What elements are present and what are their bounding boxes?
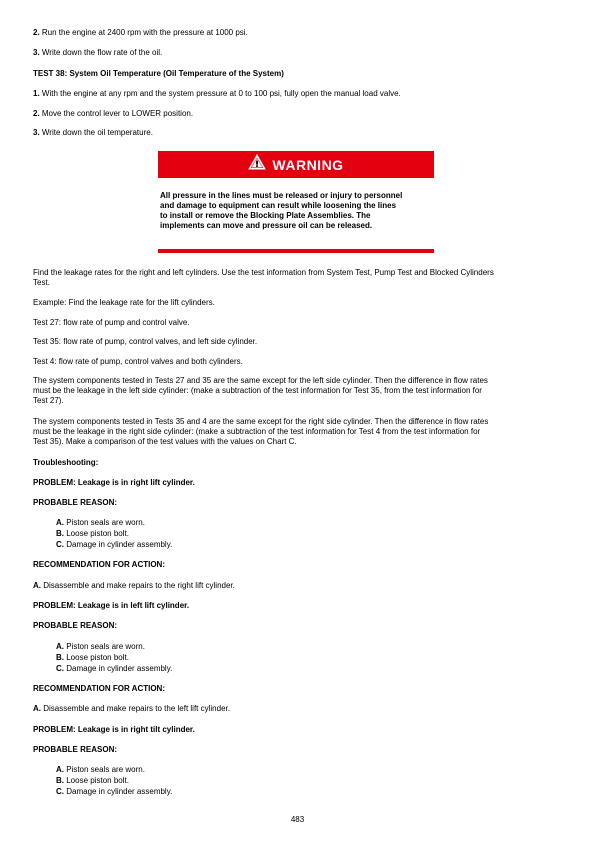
probable-reason-heading: PROBABLE REASON:	[33, 745, 118, 754]
problem-right-tilt: PROBLEM: Leakage is in right tilt cylinder.	[33, 725, 195, 734]
reason-b: B. Loose piston bolt.	[56, 653, 129, 662]
action-right-lift: A. Disassemble and make repairs to the right lift cylinder.	[33, 581, 235, 590]
reason-b: B. Loose piston bolt.	[56, 529, 129, 538]
test38-step-1: 1. With the engine at any rpm and the system pressure at 0 to 100 psi, fully open the manual load valve.	[33, 89, 401, 98]
probable-reason-heading: PROBABLE REASON:	[33, 621, 118, 630]
reason-c: C. Damage in cylinder assembly.	[56, 787, 173, 796]
recommendation-heading: RECOMMENDATION FOR ACTION:	[33, 684, 165, 693]
reason-b: B. Loose piston bolt.	[56, 776, 129, 785]
warning-box	[158, 151, 434, 253]
paragraph-test4: Test 4: flow rate of pump, control valves and both cylinders.	[33, 357, 243, 366]
warning-title: WARNING	[272, 156, 344, 173]
recommendation-heading: RECOMMENDATION FOR ACTION:	[33, 560, 165, 569]
warning-text: All pressure in the lines must be released or injury to personnel and damage to equipment can result while loosening the lines to install or remove the Blocking Plate Assemblies. The implements can move and pressure oil can be released.	[160, 191, 403, 230]
troubleshooting-heading: Troubleshooting:	[33, 458, 99, 467]
paragraph-right-cylinder: The system components tested in Tests 35 and 4 are the same except for the right side cylinder. Then the difference in flow rates must be the leakage in the right side cylinder: (make a subtraction of the test information for Test 4 from the test information for Test 35). Make a comparison of the test values with the values on Chart C.	[33, 417, 489, 447]
action-left-lift: A. Disassemble and make repairs to the left lift cylinder.	[33, 704, 230, 713]
reason-c: C. Damage in cylinder assembly.	[56, 664, 173, 673]
warning-triangle-icon	[248, 154, 266, 175]
problem-left-lift: PROBLEM: Leakage is in left lift cylinder.	[33, 601, 190, 610]
test38-step-2: 2. Move the control lever to LOWER position.	[33, 109, 194, 118]
probable-reason-heading: PROBABLE REASON:	[33, 498, 118, 507]
step-2: 2. Run the engine at 2400 rpm with the pressure at 1000 psi.	[33, 28, 248, 37]
step-3: 3. Write down the flow rate of the oil.	[33, 48, 163, 57]
test38-heading: TEST 38: System Oil Temperature (Oil Temperature of the System)	[33, 69, 284, 78]
paragraph-left-cylinder: The system components tested in Tests 27 and 35 are the same except for the left side cylinder. Then the difference in flow rates must be the leakage in the left side cylinder: (make a subtraction of the test information for Test 35, from the test information for Test 27).	[33, 376, 488, 406]
warning-bottom-bar	[158, 249, 434, 253]
problem-right-lift: PROBLEM: Leakage is in right lift cylinder.	[33, 478, 195, 487]
reason-a: A. Piston seals are worn.	[56, 642, 145, 651]
paragraph-leakage-intro: Find the leakage rates for the right and left cylinders. Use the test information from System Test, Pump Test and Blocked Cylinders Test.	[33, 268, 494, 288]
paragraph-example: Example: Find the leakage rate for the lift cylinders.	[33, 298, 215, 307]
paragraph-test27: Test 27: flow rate of pump and control valve.	[33, 318, 190, 327]
reason-a: A. Piston seals are worn.	[56, 765, 145, 774]
warning-header	[158, 151, 434, 178]
reason-c: C. Damage in cylinder assembly.	[56, 540, 173, 549]
page-number: 483	[290, 815, 305, 824]
test38-step-3: 3. Write down the oil temperature.	[33, 128, 153, 137]
paragraph-test35: Test 35: flow rate of pump, control valves, and left side cylinder.	[33, 337, 258, 346]
reason-a: A. Piston seals are worn.	[56, 518, 145, 527]
